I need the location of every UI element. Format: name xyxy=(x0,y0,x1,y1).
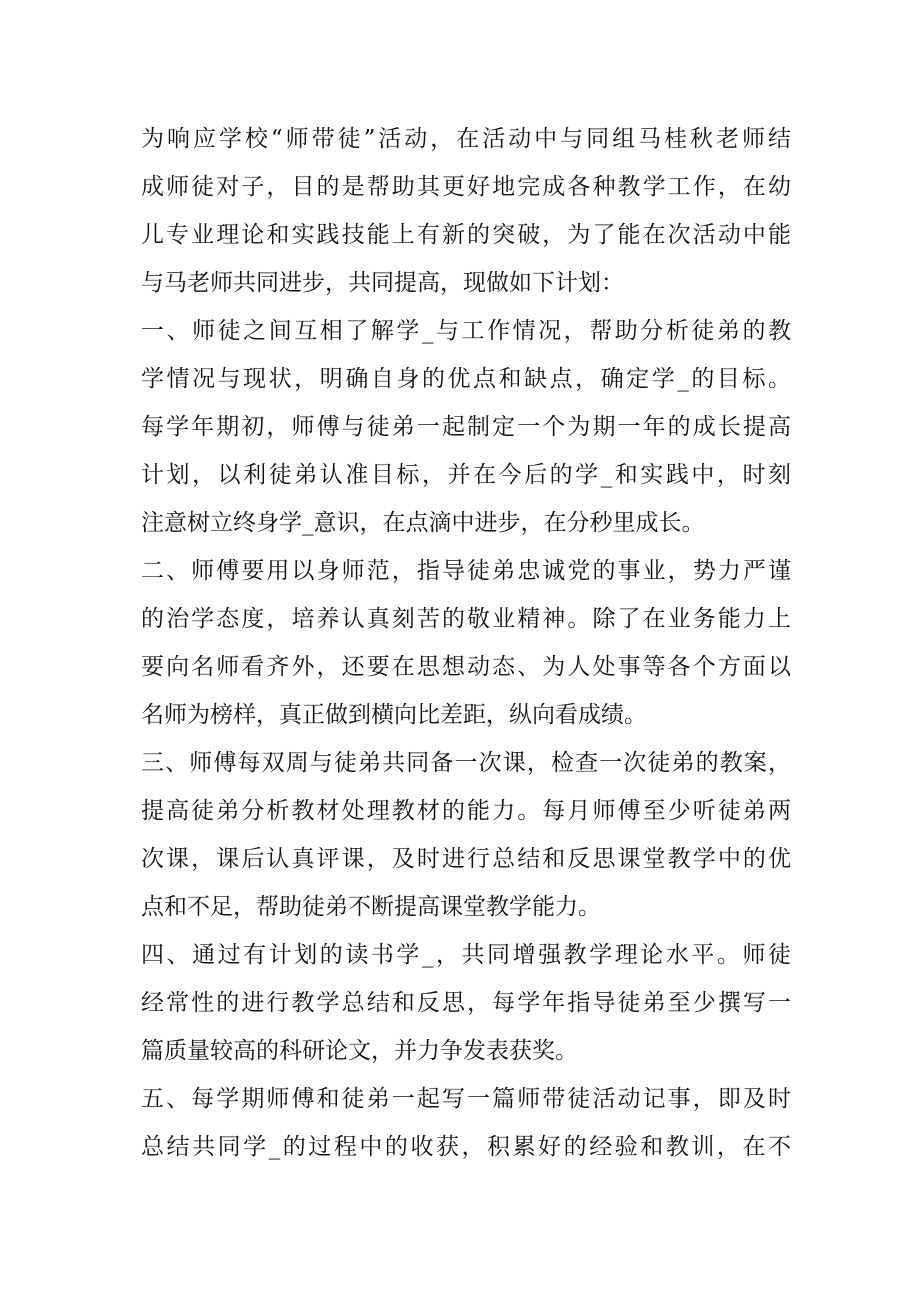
text-line: 要向名师看齐外，还要在思想动态、为人处事等各个方面以 xyxy=(141,654,791,680)
text-line: 四、通过有计划的读书学_，共同增强教学理论水平。师徒 xyxy=(141,942,791,968)
text-line: 提高徒弟分析教材处理教材的能力。每月师傅至少听徒弟两 xyxy=(141,798,791,824)
text-line: 二、师傅要用以身师范，指导徒弟忠诚党的事业，势力严谨 xyxy=(141,558,791,584)
text-line: 学情况与现状，明确自身的优点和缺点，确定学_的目标。 xyxy=(141,366,791,392)
text-line: 为响应学校“师带徒”活动，在活动中与同组马桂秋老师结 xyxy=(141,126,791,152)
text-line: 注意树立终身学_意识，在点滴中进步，在分秒里成长。 xyxy=(141,510,705,536)
text-line: 儿专业理论和实践技能上有新的突破，为了能在次活动中能 xyxy=(141,222,791,248)
document-body xyxy=(141,115,791,1171)
text-line: 计划，以利徒弟认准目标，并在今后的学_和实践中，时刻 xyxy=(141,462,791,488)
text-line: 成师徒对子，目的是帮助其更好地完成各种教学工作，在幼 xyxy=(141,174,791,200)
text-line: 点和不足，帮助徒弟不断提高课堂教学能力。 xyxy=(141,894,601,920)
text-line: 一、师徒之间互相了解学_与工作情况，帮助分析徒弟的教 xyxy=(141,318,791,344)
text-line: 与马老师共同进步，共同提高，现做如下计划： xyxy=(141,270,624,296)
text-line: 五、每学期师傅和徒弟一起写一篇师带徒活动记事，即及时 xyxy=(141,1086,791,1112)
text-line: 篇质量较高的科研论文，并力争发表获奖。 xyxy=(141,1038,578,1064)
text-line: 经常性的进行教学总结和反思，每学年指导徒弟至少撰写一 xyxy=(141,990,791,1016)
text-line: 名师为榜样，真正做到横向比差距，纵向看成绩。 xyxy=(141,702,647,728)
text-line: 的治学态度，培养认真刻苦的敬业精神。除了在业务能力上 xyxy=(141,606,791,632)
text-line: 次课，课后认真评课，及时进行总结和反思课堂教学中的优 xyxy=(141,846,791,872)
text-line: 每学年期初，师傅与徒弟一起制定一个为期一年的成长提高 xyxy=(141,414,791,440)
text-line: 总结共同学_的过程中的收获，积累好的经验和教训，在不 xyxy=(141,1134,791,1160)
text-line: 三、师傅每双周与徒弟共同备一次课，检查一次徒弟的教案， xyxy=(141,750,791,776)
